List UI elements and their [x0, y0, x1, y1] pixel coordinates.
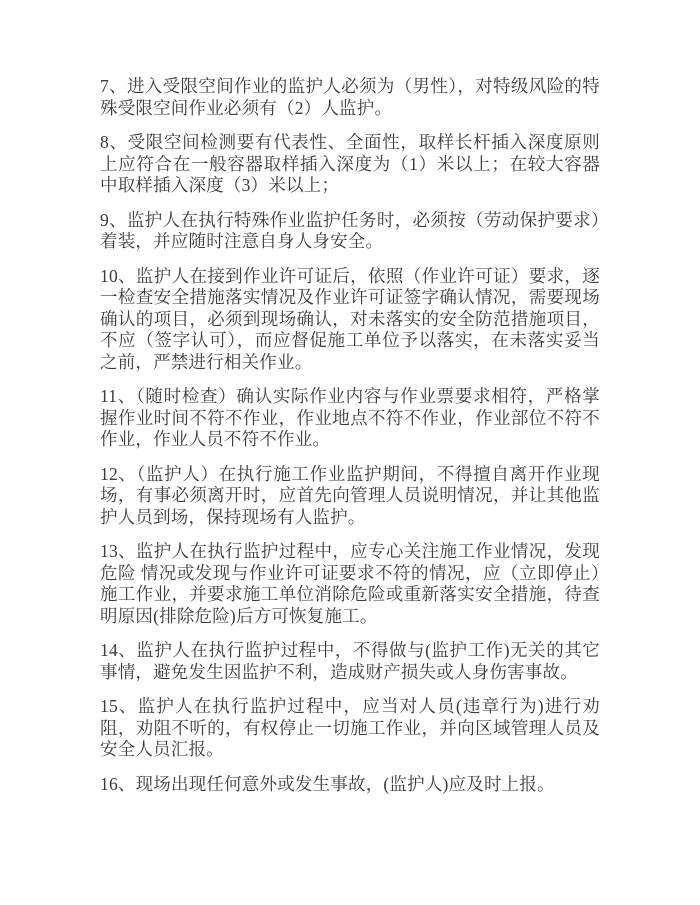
paragraph-item-14: 14、监护人在执行监护过程中，不得做与(监护工作)无关的其它事情，避免发生因监护不利，造成财产损失或人身伤害事故。 — [100, 640, 600, 682]
paragraph-item-10: 10、监护人在接到作业许可证后，依照（作业许可证）要求，逐一检查安全措施落实情况及作业许可证签字确认情况，需要现场确认的项目，必须到现场确认，对未落实的安全防范措施项目，不应（签字认可），而应督促施工单位予以落实，在未落实妥当之前，严禁进行相关作业。 — [100, 265, 600, 372]
paragraph-item-13: 13、监护人在执行监护过程中，应专心关注施工作业情况，发现危险 情况或发现与作业许可证要求不符的情况，应（立即停止）施工作业，并要求施工单位消除危险或重新落实安全措施，待查明原因(排除危险)后方可恢复施工。 — [100, 541, 600, 626]
paragraph-item-15: 15、监护人在执行监护过程中，应当对人员(违章行为)进行劝阻，劝阻不听的，有权停止一切施工作业，并向区域管理人员及安全人员汇报。 — [100, 696, 600, 759]
paragraph-item-16: 16、现场出现任何意外或发生事故，(监护人)应及时上报。 — [100, 773, 555, 794]
paragraph-item-8: 8、受限空间检测要有代表性、全面性，取样长杆插入深度原则上应符合在一般容器取样插入深度为（1）米以上；在较大容器中取样插入深度（3）米以上； — [100, 132, 600, 195]
paragraph-item-9: 9、监护人在执行特殊作业监护任务时，必须按（劳动保护要求）着装，并应随时注意自身人身安全。 — [100, 209, 600, 251]
paragraph-item-7: 7、进入受限空间作业的监护人必须为（男性），对特级风险的特殊受限空间作业必须有（2）人监护。 — [100, 76, 600, 118]
paragraph-item-12: 12、（监护人）在执行施工作业监护期间，不得擅自离开作业现场，有事必须离开时，应首先向管理人员说明情况，并让其他监护人员到场，保持现场有人监护。 — [100, 463, 600, 527]
paragraph-item-11: 11、（随时检查）确认实际作业内容与作业票要求相符，严格掌握作业时间不符不作业，作业地点不符不作业，作业部位不符不作业，作业人员不符不作业。 — [100, 386, 600, 449]
